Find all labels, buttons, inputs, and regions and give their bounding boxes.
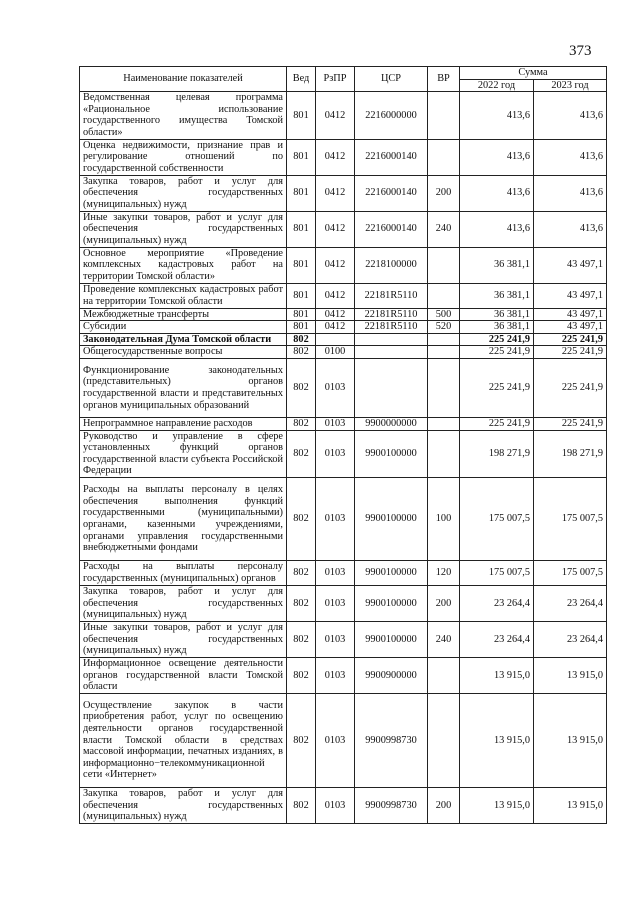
row-csr: 2216000140: [355, 211, 428, 247]
table-row: [80, 333, 607, 346]
header-year-2023: 2023 год: [534, 79, 607, 92]
row-vr: 200: [428, 585, 460, 621]
header-sum: Сумма: [460, 67, 607, 80]
row-sum-2023: 43 497,1: [534, 283, 607, 308]
row-csr: 22181R5110: [355, 308, 428, 321]
row-sum-2022: 413,6: [460, 175, 534, 211]
row-ved: 802: [287, 430, 316, 477]
row-name: Закупка товаров, работ и услуг для обеспечения государственных (муниципальных) нужд: [80, 585, 287, 621]
row-name: Субсидии: [80, 321, 287, 334]
row-rzpr: 0103: [316, 358, 355, 417]
row-rzpr: [316, 333, 355, 346]
header-ved: Вед: [287, 67, 316, 92]
row-sum-2022: 225 241,9: [460, 417, 534, 430]
row-ved: 801: [287, 139, 316, 175]
row-sum-2023: 23 264,4: [534, 621, 607, 657]
row-csr: [355, 346, 428, 359]
row-vr: 500: [428, 308, 460, 321]
table-row: [80, 321, 607, 334]
row-sum-2022: 413,6: [460, 139, 534, 175]
row-sum-2023: 225 241,9: [534, 417, 607, 430]
row-vr: 200: [428, 787, 460, 823]
row-rzpr: 0412: [316, 211, 355, 247]
table-row: [80, 430, 607, 477]
table-row: [80, 621, 607, 657]
row-rzpr: 0103: [316, 621, 355, 657]
row-sum-2022: 225 241,9: [460, 358, 534, 417]
row-rzpr: 0412: [316, 92, 355, 139]
row-sum-2022: 175 007,5: [460, 560, 534, 585]
row-csr: 2216000140: [355, 139, 428, 175]
row-ved: 802: [287, 657, 316, 693]
row-rzpr: 0103: [316, 787, 355, 823]
row-csr: 22181R5110: [355, 321, 428, 334]
row-sum-2023: 225 241,9: [534, 358, 607, 417]
row-name: Функционирование законодательных (представительных) органов государственной власти и представительных органов муниципальных образований: [80, 358, 287, 417]
table-row: [80, 693, 607, 787]
row-csr: 9900100000: [355, 430, 428, 477]
row-ved: 802: [287, 346, 316, 359]
row-name: Закупка товаров, работ и услуг для обеспечения государственных (муниципальных) нужд: [80, 787, 287, 823]
row-csr: 9900998730: [355, 693, 428, 787]
row-ved: 801: [287, 247, 316, 283]
row-name: Руководство и управление в сфере установленных функций органов государственной власти субъекта Российской Федерации: [80, 430, 287, 477]
row-ved: 802: [287, 417, 316, 430]
row-name: Ведомственная целевая программа «Рациональное использование государственного имущества Томской области»: [80, 92, 287, 139]
row-sum-2023: 43 497,1: [534, 321, 607, 334]
row-vr: [428, 693, 460, 787]
row-rzpr: 0103: [316, 417, 355, 430]
row-vr: [428, 247, 460, 283]
row-name: Осуществление закупок в части приобретения работ, услуг по освещению деятельности органов государственной власти Томской области в средствах массовой информации, печатных изданиях, в информационно−телекоммуникационной сети «Интернет»: [80, 693, 287, 787]
row-sum-2023: 413,6: [534, 139, 607, 175]
row-ved: 802: [287, 477, 316, 560]
row-ved: 801: [287, 175, 316, 211]
row-vr: 240: [428, 621, 460, 657]
row-sum-2023: 175 007,5: [534, 560, 607, 585]
row-csr: 9900998730: [355, 787, 428, 823]
row-sum-2022: 413,6: [460, 92, 534, 139]
row-rzpr: 0412: [316, 139, 355, 175]
row-name: Законодательная Дума Томской области: [80, 333, 287, 346]
row-name: Иные закупки товаров, работ и услуг для обеспечения государственных (муниципальных) нужд: [80, 621, 287, 657]
row-sum-2023: 13 915,0: [534, 787, 607, 823]
row-sum-2023: 23 264,4: [534, 585, 607, 621]
row-vr: [428, 139, 460, 175]
header-year-2022: 2022 год: [460, 79, 534, 92]
row-vr: [428, 358, 460, 417]
row-csr: 22181R5110: [355, 283, 428, 308]
row-ved: 802: [287, 560, 316, 585]
table-row: [80, 139, 607, 175]
row-name: Непрограммное направление расходов: [80, 417, 287, 430]
row-csr: 2218100000: [355, 247, 428, 283]
row-csr: 9900900000: [355, 657, 428, 693]
row-rzpr: 0103: [316, 657, 355, 693]
row-csr: 9900100000: [355, 477, 428, 560]
row-rzpr: 0103: [316, 430, 355, 477]
row-ved: 801: [287, 211, 316, 247]
row-sum-2022: 36 381,1: [460, 308, 534, 321]
budget-table: [79, 66, 607, 824]
row-vr: 100: [428, 477, 460, 560]
row-vr: 240: [428, 211, 460, 247]
row-sum-2022: 13 915,0: [460, 787, 534, 823]
table-body: [80, 92, 607, 824]
page-number: 373: [569, 43, 592, 59]
row-ved: 802: [287, 621, 316, 657]
row-rzpr: 0412: [316, 321, 355, 334]
table-row: [80, 92, 607, 139]
row-ved: 801: [287, 321, 316, 334]
table-row: [80, 787, 607, 823]
row-name: Общегосударственные вопросы: [80, 346, 287, 359]
row-ved: 801: [287, 308, 316, 321]
row-csr: 9900100000: [355, 585, 428, 621]
row-ved: 802: [287, 693, 316, 787]
row-rzpr: 0103: [316, 693, 355, 787]
row-sum-2023: 175 007,5: [534, 477, 607, 560]
row-vr: 520: [428, 321, 460, 334]
row-vr: 120: [428, 560, 460, 585]
row-ved: 802: [287, 787, 316, 823]
row-vr: [428, 92, 460, 139]
row-sum-2023: 413,6: [534, 175, 607, 211]
row-csr: 2216000140: [355, 175, 428, 211]
row-name: Расходы на выплаты персоналу государственных (муниципальных) органов: [80, 560, 287, 585]
table-row: [80, 585, 607, 621]
row-sum-2022: 225 241,9: [460, 346, 534, 359]
row-sum-2023: 13 915,0: [534, 657, 607, 693]
row-rzpr: 0103: [316, 477, 355, 560]
row-csr: 9900000000: [355, 417, 428, 430]
row-sum-2022: 413,6: [460, 211, 534, 247]
row-name: Иные закупки товаров, работ и услуг для обеспечения государственных (муниципальных) нужд: [80, 211, 287, 247]
row-vr: 200: [428, 175, 460, 211]
row-ved: 801: [287, 283, 316, 308]
row-sum-2023: 225 241,9: [534, 333, 607, 346]
table-row: [80, 308, 607, 321]
row-ved: 802: [287, 333, 316, 346]
row-vr: [428, 346, 460, 359]
table-row: [80, 346, 607, 359]
row-name: Основное мероприятие «Проведение комплексных кадастровых работ на территории Томской области»: [80, 247, 287, 283]
table-row: [80, 477, 607, 560]
row-sum-2023: 413,6: [534, 92, 607, 139]
row-name: Информационное освещение деятельности органов государственной власти Томской области: [80, 657, 287, 693]
row-sum-2022: 36 381,1: [460, 321, 534, 334]
row-name: Закупка товаров, работ и услуг для обеспечения государственных (муниципальных) нужд: [80, 175, 287, 211]
row-csr: [355, 358, 428, 417]
row-sum-2022: 225 241,9: [460, 333, 534, 346]
row-ved: 802: [287, 585, 316, 621]
header-csr: ЦСР: [355, 67, 428, 92]
row-vr: [428, 657, 460, 693]
row-name: Оценка недвижимости, признание прав и регулирование отношений по государственной собственности: [80, 139, 287, 175]
row-sum-2022: 36 381,1: [460, 247, 534, 283]
row-vr: [428, 333, 460, 346]
row-rzpr: 0103: [316, 585, 355, 621]
row-sum-2022: 36 381,1: [460, 283, 534, 308]
table-row: [80, 417, 607, 430]
row-rzpr: 0412: [316, 283, 355, 308]
header-name: Наименование показателей: [80, 67, 287, 92]
row-ved: 802: [287, 358, 316, 417]
row-sum-2022: 13 915,0: [460, 693, 534, 787]
row-sum-2023: 413,6: [534, 211, 607, 247]
row-csr: 2216000000: [355, 92, 428, 139]
table-row: [80, 560, 607, 585]
row-name: Проведение комплексных кадастровых работ на территории Томской области: [80, 283, 287, 308]
row-sum-2022: 175 007,5: [460, 477, 534, 560]
row-sum-2022: 23 264,4: [460, 585, 534, 621]
table-row: [80, 657, 607, 693]
row-sum-2023: 43 497,1: [534, 308, 607, 321]
row-csr: 9900100000: [355, 621, 428, 657]
row-rzpr: 0103: [316, 560, 355, 585]
header-vr: ВР: [428, 67, 460, 92]
table-row: [80, 247, 607, 283]
row-rzpr: 0412: [316, 247, 355, 283]
table-row: [80, 175, 607, 211]
row-vr: [428, 430, 460, 477]
row-sum-2023: 198 271,9: [534, 430, 607, 477]
row-sum-2022: 13 915,0: [460, 657, 534, 693]
row-sum-2022: 23 264,4: [460, 621, 534, 657]
header-rzpr: РзПР: [316, 67, 355, 92]
row-rzpr: 0412: [316, 308, 355, 321]
row-csr: [355, 333, 428, 346]
row-name: Расходы на выплаты персоналу в целях обеспечения выполнения функций государственными (муниципальными) органами, казенными учреждениями, органами управления государственными внебюджетными фондами: [80, 477, 287, 560]
row-sum-2023: 225 241,9: [534, 346, 607, 359]
row-sum-2022: 198 271,9: [460, 430, 534, 477]
table-row: [80, 211, 607, 247]
row-vr: [428, 417, 460, 430]
row-sum-2023: 43 497,1: [534, 247, 607, 283]
row-vr: [428, 283, 460, 308]
table-row: [80, 358, 607, 417]
row-sum-2023: 13 915,0: [534, 693, 607, 787]
row-name: Межбюджетные трансферты: [80, 308, 287, 321]
row-rzpr: 0100: [316, 346, 355, 359]
row-rzpr: 0412: [316, 175, 355, 211]
row-csr: 9900100000: [355, 560, 428, 585]
table-row: [80, 283, 607, 308]
row-ved: 801: [287, 92, 316, 139]
